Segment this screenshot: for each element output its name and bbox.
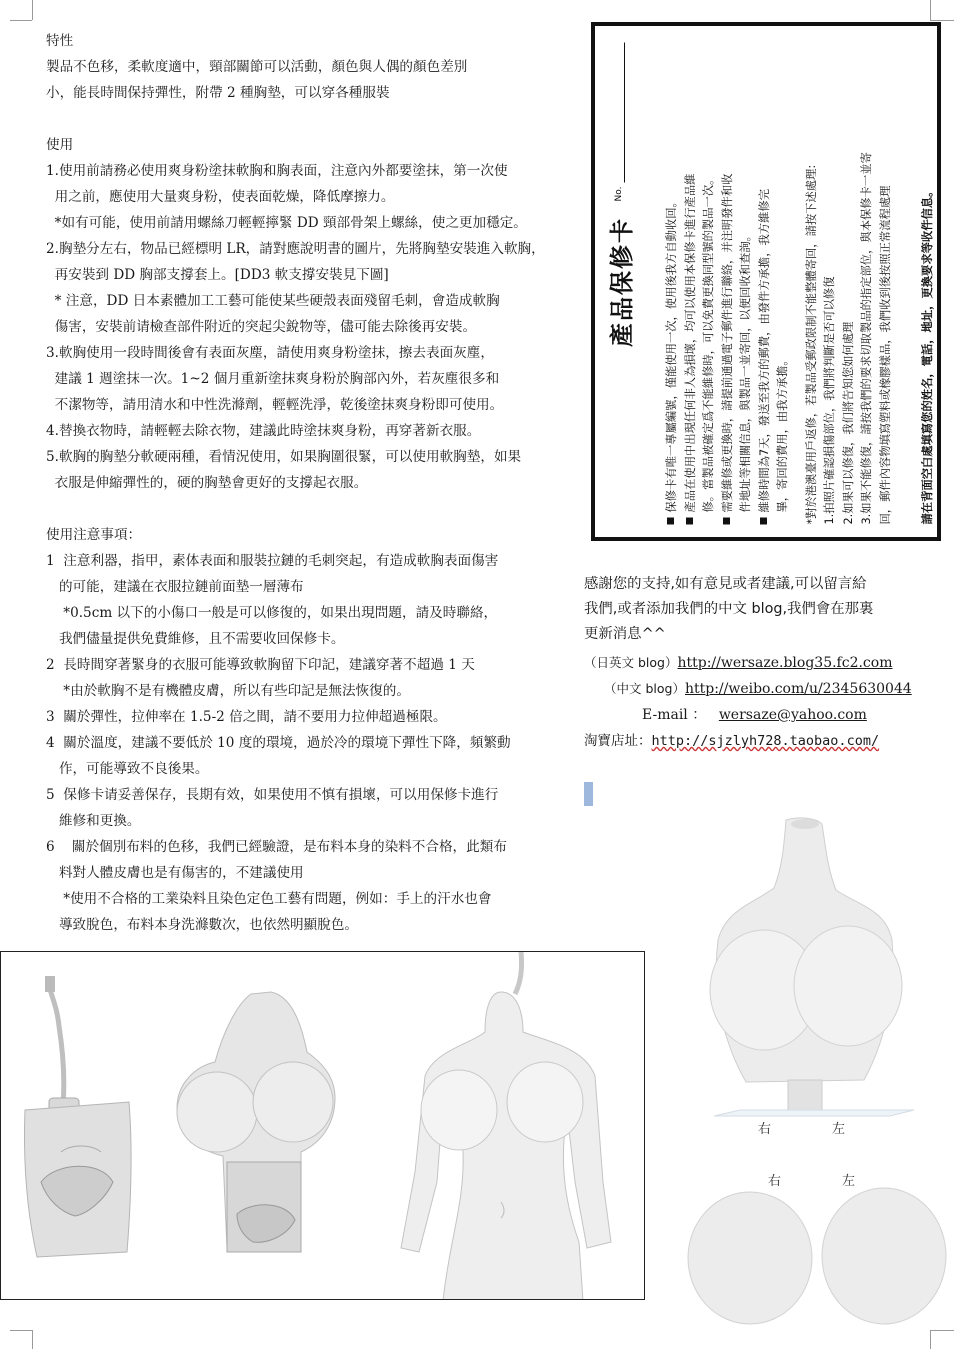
notes-line: 1 注意利器，指甲，素体表面和服裝拉鏈的毛刺突起，有造成軟胸表面傷害 — [46, 553, 499, 569]
warranty-card-line-text: 畢，寄回的費用，由我方承擔。 — [776, 353, 789, 512]
thanks-line: 感謝您的支持,如有意見或者建議,可以留言給 — [584, 576, 867, 592]
warranty-card-line — [920, 185, 936, 524]
features-heading: 特性 — [46, 33, 74, 49]
warranty-card-line — [738, 230, 754, 524]
usage-line: 用之前，應使用大量爽身粉，使表面乾燥，降低摩擦力。 — [46, 189, 395, 205]
chest-pads-photo — [660, 1160, 950, 1340]
notes-line: *使用不合格的工業染料且染色定色工藝有問題，例如：手上的汗水也會 — [46, 891, 492, 907]
pad-right-label: 右 — [768, 1174, 782, 1189]
taobao-link[interactable]: http://sjzlyh728.taobao.com/ — [651, 733, 880, 749]
usage-line: 3.軟胸使用一段時間後會有表面灰塵，請使用爽身粉塗抹，擦去表面灰塵， — [46, 345, 494, 361]
warranty-card-number-label: No. — [614, 186, 624, 201]
email-link[interactable]: wersaze@yahoo.com — [718, 707, 867, 723]
usage-line: 5.軟胸的胸墊分軟硬兩種，看情況使用，如果胸圍很緊，可以使用軟胸墊，如果 — [46, 449, 522, 465]
jp-blog-row — [584, 650, 892, 676]
warranty-card-line-text: 1.拍照片確認損傷部位，我們將判斷是否可以修復 — [823, 275, 836, 524]
usage-line: 不潔物等，請用清水和中性洗滌劑，輕輕洗淨，乾後塗抹爽身粉即可使用。 — [46, 397, 504, 413]
warranty-card-line — [757, 188, 773, 524]
notes-line: 3 關於彈性，拉伸率在 1.5-2 倍之間，請不要用力拉伸超過極限。 — [46, 709, 447, 725]
warranty-card-line — [775, 354, 791, 524]
warranty-card-line-text: 保修卡有唯一專屬編號，僅能使用一次，使用後我方自動收回。 — [665, 195, 678, 512]
text-cursor — [584, 782, 593, 806]
warranty-card-line-text: 3.如果不能修復，請按我們的要求切取製品的指定部位，與本保修卡一並寄 — [860, 151, 873, 524]
warranty-card-line-text: 修。當製品被確定爲不能維修時，可以免費更換同型號的製品一次。 — [702, 173, 715, 512]
usage-heading: 使用 — [46, 137, 74, 153]
warranty-card-line — [878, 185, 894, 524]
warranty-card-line — [804, 164, 820, 524]
crop-mark — [10, 20, 32, 21]
notes-line: 4 關於溫度，建議不要低於 10 度的環境，過於冷的環境下彈性下降，頻繁動 — [46, 735, 511, 751]
bust-illustration — [660, 810, 950, 1150]
email-label: E-mail ： — [642, 707, 707, 723]
notes-line: 2 長時間穿著緊身的衣服可能導致軟胸留下印記，建議穿著不超過 1 天 — [46, 657, 475, 673]
step-2-figure — [177, 992, 335, 1252]
warranty-card-line — [701, 173, 717, 524]
installation-illustration — [1, 952, 645, 1300]
notes-line: 作，可能導致不良後果。 — [46, 761, 209, 777]
thanks-line: 更新消息^^ — [584, 626, 666, 642]
warranty-card-line-text: 需要維修或更換時，請提前通過電子郵件進行聯絡，并注明發件和收 — [720, 173, 734, 512]
warranty-card-title: 產品保修卡 — [608, 216, 636, 347]
warranty-card-content — [598, 29, 934, 534]
usage-line: 衣服是伸縮彈性的，硬的胸墊會更好的支撐起衣服。 — [46, 475, 368, 491]
warranty-card-line-text: *對於港澳臺用戶返修，若製品受郵政限制不能整體寄回，請按下述處理: — [804, 164, 818, 524]
warranty-card-line-text: 維修時間為7天，發送至我方的郵費，由發件方承擔，我方維修完 — [757, 188, 771, 512]
warranty-card-line — [664, 196, 680, 524]
warranty-card-line-text: 產品在使用中出現任何非人為損壞，均可以使用本保修卡進行產品維 — [683, 173, 697, 512]
warranty-card-line — [720, 173, 736, 524]
bust-left-label: 左 — [832, 1122, 846, 1137]
bust-right-label: 右 — [758, 1122, 772, 1137]
cn-blog-link[interactable]: http://weibo.com/u/2345630044 — [684, 681, 912, 697]
usage-line: *如有可能，使用前請用螺絲刀輕輕擰緊 DD 頸部骨架上螺絲，使之更加穩定。 — [46, 215, 527, 231]
usage-line: 建議 1 週塗抹一次。1~2 個月重新塗抹爽身粉於胸部內外，若灰塵很多和 — [46, 371, 500, 387]
notes-line: 的可能，建議在衣服拉鏈前面墊一層薄布 — [46, 579, 304, 595]
warranty-card — [591, 22, 941, 541]
notes-line: 6 關於個別布料的色移，我們已經驗證，是布料本身的染料不合格，此類布 — [46, 839, 507, 855]
crop-mark — [32, 1330, 33, 1349]
square-bullet-icon — [723, 517, 730, 524]
notes-heading: 使用注意事項： — [46, 527, 142, 543]
pad-left-label: 左 — [842, 1174, 856, 1189]
warranty-card-line-text: 回，郵件內容物填寫塑料或橡膠樣品，我們收到後按照正常流程處理 — [878, 185, 892, 524]
square-bullet-icon — [667, 517, 674, 524]
usage-line: 再安裝到 DD 胸部支撐套上。[DD3 軟支撐安裝見下圖] — [46, 267, 389, 283]
usage-line: 4.替換衣物時，請輕輕去除衣物，建議此時塗抹爽身粉，再穿著新衣服。 — [46, 423, 481, 439]
jp-blog-label: （日英文 blog） — [584, 655, 678, 670]
taobao-label: 淘寶店址： — [584, 733, 652, 749]
usage-line: * 注意，DD 日本素體加工工藝可能使某些硬殼表面殘留毛刺，會造成軟胸 — [46, 293, 500, 309]
warranty-card-line — [841, 321, 857, 524]
notes-line: 導致脫色，布料本身洗滌數次，也依然明顯脫色。 — [46, 917, 359, 933]
warranty-card-line-text: 請在背面空白處填寫您的姓名，電話，地址，更換要求等收件信息。 — [921, 185, 934, 524]
installation-photos — [0, 951, 645, 1300]
step-1-figure — [25, 976, 132, 1257]
warranty-card-line-text: 件地址等相關信息，與製品一並寄回，以便回收和查詢。 — [739, 229, 752, 512]
jp-blog-link[interactable]: http://wersaze.blog35.fc2.com — [677, 655, 893, 671]
notes-line: 料對人體皮膚也是有傷害的，不建議使用 — [46, 865, 304, 881]
usage-line: 傷害，安裝前请檢查部件附近的突起尖銳物等，儘可能去除後再安裝。 — [46, 319, 477, 335]
crop-mark — [32, 0, 33, 20]
warranty-card-line — [683, 173, 699, 524]
features-line: 製品不色移，柔軟度適中，頸部關節可以活動，顏色與人偶的顏色差別 — [46, 59, 468, 75]
square-bullet-icon — [760, 517, 767, 524]
usage-line: 1.使用前請務必使用爽身粉塗抹軟胸和胸表面，注意內外都要塗抹，第一次使 — [46, 163, 508, 179]
step-3-figure — [401, 952, 611, 1300]
notes-line: 我們儘量提供免費維修，且不需要收回保修卡。 — [46, 631, 345, 647]
usage-line: 2.胸墊分左右，物品已經標明 LR，請對應說明書的圖片，先將胸墊安裝進入軟胸， — [46, 241, 545, 257]
features-line: 小，能長時間保持彈性，附帶 2 種胸墊，可以穿各種服裝 — [46, 85, 390, 101]
taobao-row — [584, 729, 879, 754]
warranty-card-line — [859, 152, 875, 524]
crop-mark — [930, 20, 954, 21]
notes-line: 5 保修卡请妥善保存，長期有效，如果使用不慎有損壞，可以用保修卡進行 — [46, 787, 499, 803]
warranty-card-number-line — [624, 42, 625, 182]
warranty-card-line-text: 2.如果可以修復，我们將告知您如何處理 — [841, 321, 855, 524]
cn-blog-row — [604, 676, 912, 702]
square-bullet-icon — [686, 517, 693, 524]
email-row — [642, 703, 867, 728]
notes-line: *由於軟胸不是有機體皮膚，所以有些印記是無法恢復的。 — [46, 683, 410, 699]
crop-mark — [930, 0, 931, 20]
thanks-line: 我們,或者添加我們的中文 blog,我們會在那裏 — [584, 601, 874, 617]
notes-line: *0.5cm 以下的小傷口一般是可以修復的，如果出現問題，請及時聯絡， — [46, 605, 498, 621]
warranty-card-line — [822, 276, 838, 524]
crop-mark — [10, 1330, 32, 1331]
cn-blog-label: （中文 blog） — [604, 681, 685, 696]
chest-pads-illustration — [660, 1160, 950, 1340]
bust-photo — [660, 810, 950, 1150]
notes-line: 維修和更換。 — [46, 813, 141, 829]
